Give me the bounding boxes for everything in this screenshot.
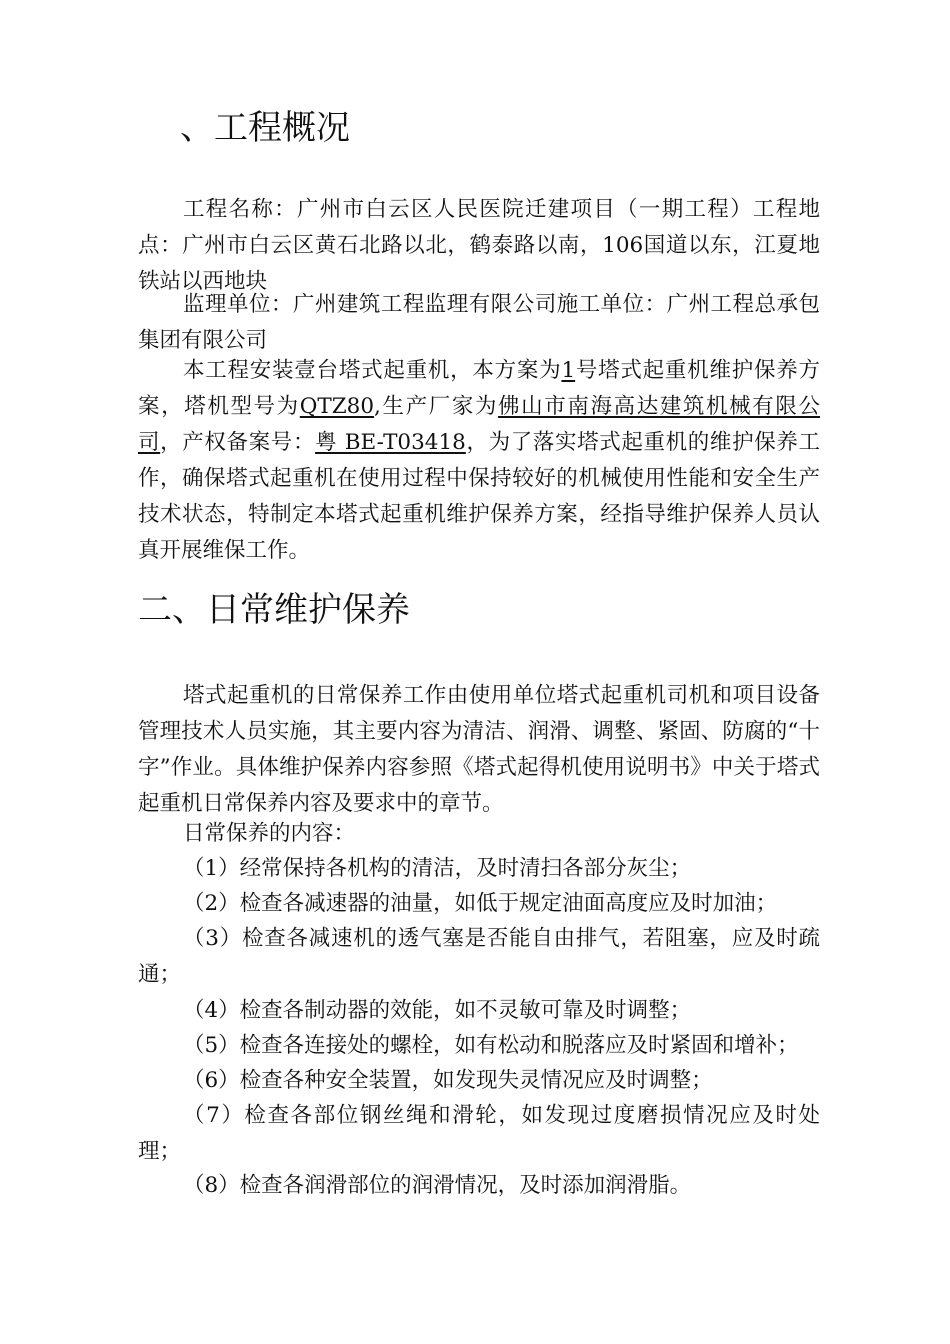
section1-intro xyxy=(138,353,820,569)
list-item: （2）检查各减速器的油量，如低于规定油面高度应及时加油； xyxy=(183,891,778,916)
list-item: （5）检查各连接处的螺栓，如有松动和脱落应及时紧固和增补； xyxy=(183,1033,799,1058)
intro-text-2: 号塔式起重机维护保养方案，塔机型号为 xyxy=(138,358,820,419)
section2-intro: 塔式起重机的日常保养工作由使用单位塔式起重机司机和项目设备管理技术人员实施，其主要内容为清洁、润滑、调整、紧固、防腐的“十字”作业。具体维护保养内容参照《塔式起得机使用说明书》中关于塔式起重机日常保养内容及要求中的章节。 xyxy=(138,683,820,816)
list-item: （4）检查各制动器的效能，如不灵敏可靠及时调整； xyxy=(183,998,692,1023)
manufacturer: 佛山市南海高达建筑机械有限公司 xyxy=(138,394,820,455)
intro-text-1: 本工程安装壹台塔式起重机，本方案为 xyxy=(183,358,562,383)
list-item: （7）检查各部位钢丝绳和滑轮，如发现过度磨损情况应及时处理； xyxy=(138,1103,820,1164)
list-item: （8）检查各润滑部位的润滑情况，及时添加润滑脂。 xyxy=(183,1173,692,1198)
list-title: 日常保养的内容： xyxy=(183,821,356,846)
crane-model: QTZ80 xyxy=(299,394,375,419)
crane-number: 1 xyxy=(561,358,576,383)
intro-text-5: ，为了落实塔式起重机的维护保养工作，确保塔式起重机在使用过程中保持较好的机械使用性能和安全生产技术状态，特制定本塔式起重机维护保养方案，经指导维护保养人员认真开展维保工作。 xyxy=(138,430,820,563)
list-item: （1）经常保持各机构的清洁，及时清扫各部分灰尘； xyxy=(183,856,692,881)
units-info: 监理单位：广州建筑工程监理有限公司施工单位：广州工程总承包集团有限公司 xyxy=(138,292,820,353)
list-item: （3）检查各减速机的透气塞是否能自由排气，若阻塞，应及时疏通； xyxy=(138,926,820,987)
list-item: （6）检查各种安全装置，如发现失灵情况应及时调整； xyxy=(183,1068,713,1093)
intro-text-4: ，产权备案号： xyxy=(160,430,316,455)
project-info: 工程名称：广州市白云区人民医院迁建项目（一期工程）工程地点：广州市白云区黄石北路以北，鹤泰路以南，106国道以东，江夏地铁站以西地块 xyxy=(138,197,820,294)
section2-heading: 二、日常维护保养 xyxy=(138,590,410,630)
record-number: 粤 BE-T03418 xyxy=(315,430,466,455)
intro-text-3: ,生产厂家为 xyxy=(374,394,499,419)
section1-heading: 、工程概况 xyxy=(180,108,350,148)
